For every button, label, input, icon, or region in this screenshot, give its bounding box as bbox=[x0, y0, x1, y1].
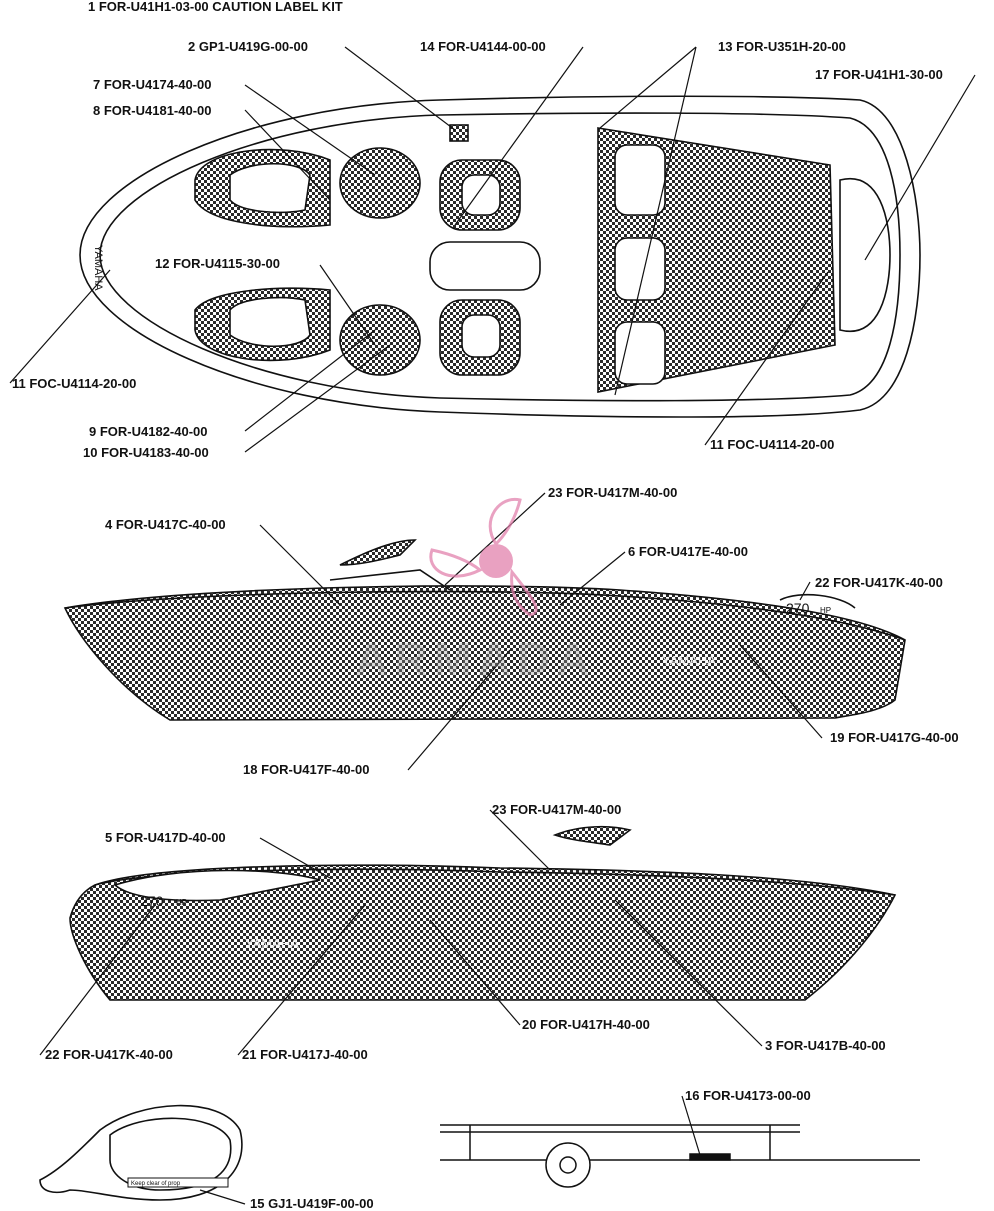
label-16: 16 FOR-U4173-00-00 bbox=[685, 1088, 811, 1103]
watermark-text: ARMADA bbox=[355, 633, 596, 685]
label-5: 5 FOR-U417D-40-00 bbox=[105, 830, 226, 845]
label-14: 14 FOR-U4144-00-00 bbox=[420, 39, 546, 54]
label-7: 7 FOR-U4174-40-00 bbox=[93, 77, 212, 92]
trailer-drawing bbox=[440, 1125, 920, 1187]
label-18: 18 FOR-U417F-40-00 bbox=[243, 762, 370, 777]
label-3: 3 FOR-U417B-40-00 bbox=[765, 1038, 886, 1053]
mirror-notice-text: Keep clear of prop bbox=[131, 1181, 181, 1187]
label-20: 20 FOR-U417H-40-00 bbox=[522, 1017, 650, 1032]
hp-suffix-starboard: HP bbox=[176, 898, 188, 907]
yamaha-hull-logo-port: YAMAHA bbox=[662, 653, 716, 668]
label-19: 19 FOR-U417G-40-00 bbox=[830, 730, 959, 745]
hp-mark-starboard: 270 bbox=[140, 893, 164, 909]
label-21: 21 FOR-U417J-40-00 bbox=[242, 1047, 368, 1062]
label-6: 6 FOR-U417E-40-00 bbox=[628, 544, 748, 559]
label-11-stern: 11 FOC-U4114-20-00 bbox=[710, 437, 835, 452]
label-23-starboard: 23 FOR-U417M-40-00 bbox=[492, 802, 622, 817]
label-13: 13 FOR-U351H-20-00 bbox=[718, 39, 846, 54]
label-15: 15 GJ1-U419F-00-00 bbox=[250, 1196, 374, 1211]
diagram-title: 1 FOR-U41H1-03-00 CAUTION LABEL KIT bbox=[88, 0, 343, 14]
side-view-starboard bbox=[70, 827, 895, 1000]
label-4: 4 FOR-U417C-40-00 bbox=[105, 517, 226, 532]
yamaha-bow-logo: YAMAHA bbox=[92, 245, 104, 291]
label-23-port: 23 FOR-U417M-40-00 bbox=[548, 485, 678, 500]
hp-suffix-port: HP bbox=[820, 606, 832, 615]
label-22-port: 22 FOR-U417K-40-00 bbox=[815, 575, 943, 590]
mirror-drawing bbox=[40, 1106, 242, 1200]
label-17: 17 FOR-U41H1-30-00 bbox=[815, 67, 943, 82]
label-2: 2 GP1-U419G-00-00 bbox=[188, 39, 308, 54]
label-8: 8 FOR-U4181-40-00 bbox=[93, 103, 212, 118]
hp-mark-port: 270 bbox=[786, 600, 810, 616]
label-12: 12 FOR-U4115-30-00 bbox=[155, 256, 281, 271]
label-11-bow: 11 FOC-U4114-20-00 bbox=[12, 376, 137, 391]
yamaha-hull-logo-starboard: YAMAHA bbox=[245, 936, 299, 951]
label-9: 9 FOR-U4182-40-00 bbox=[89, 424, 208, 439]
label-22-starboard: 22 FOR-U417K-40-00 bbox=[45, 1047, 173, 1062]
label-10: 10 FOR-U4183-40-00 bbox=[83, 445, 209, 460]
